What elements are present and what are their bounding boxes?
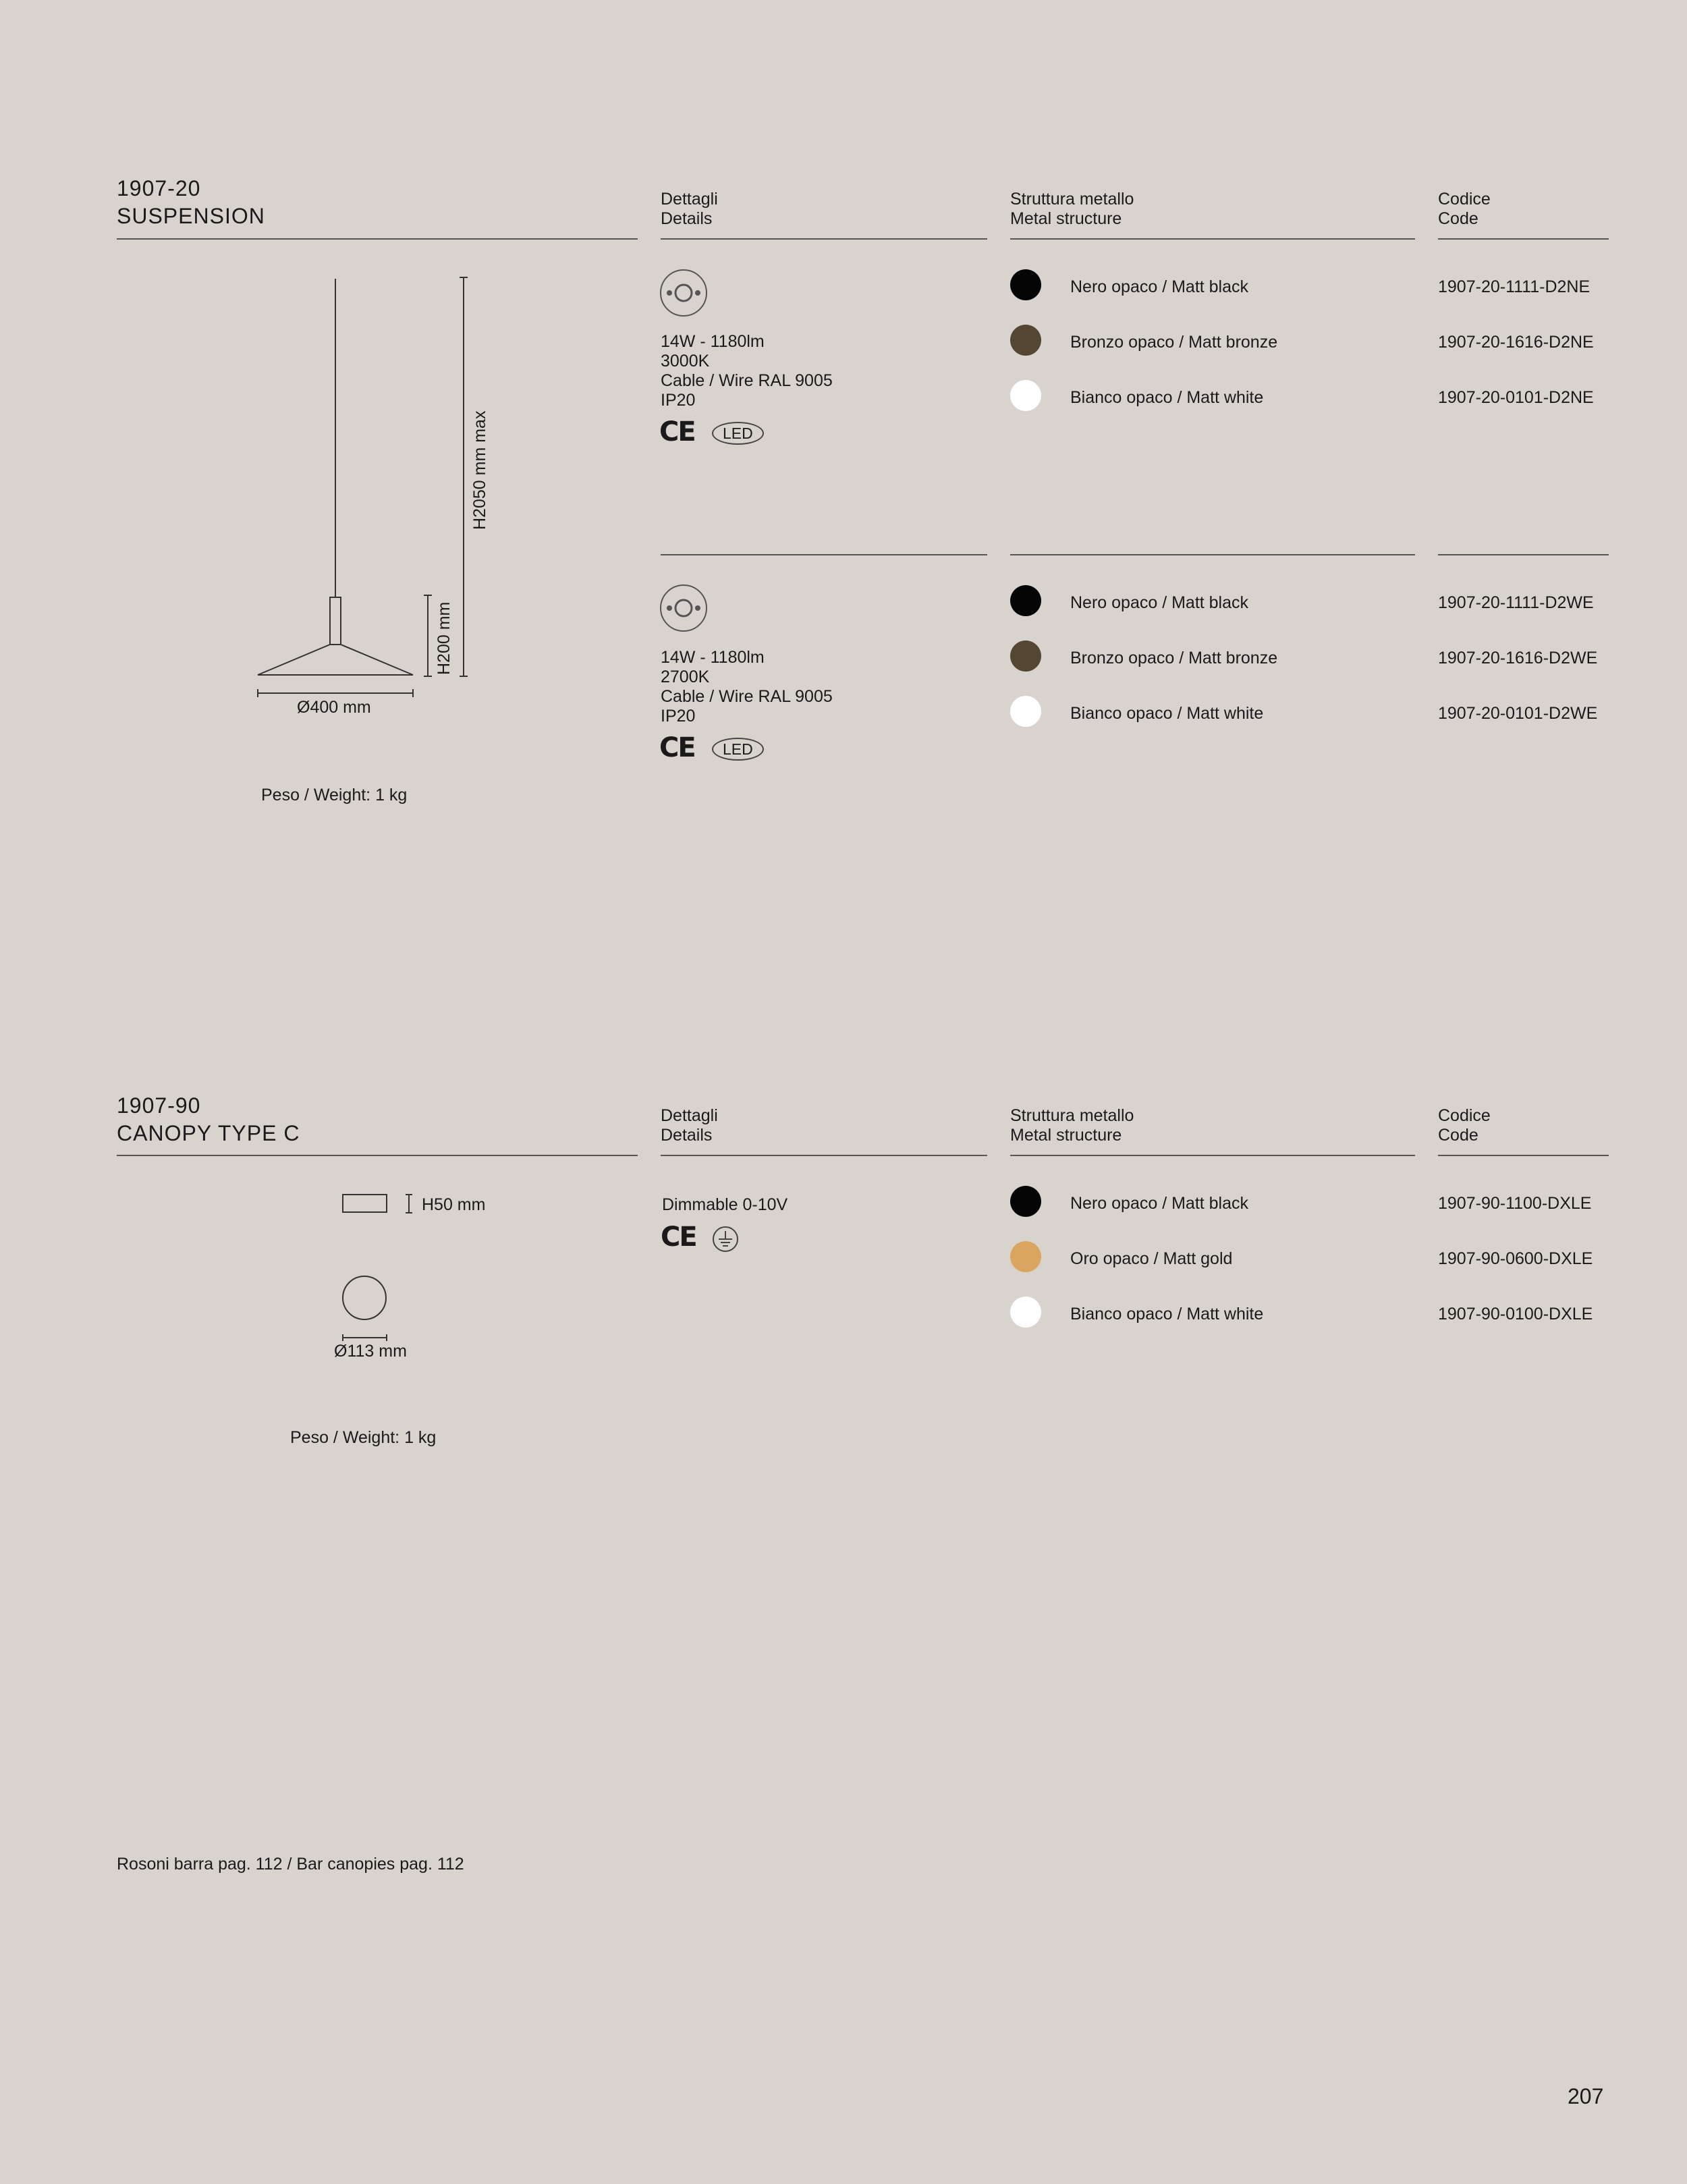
- code-header-it: Codice: [1438, 1106, 1491, 1125]
- product-code-value: 1907-90-1100-DXLE: [1438, 1194, 1592, 1213]
- structure-header-en: Metal structure: [1010, 1126, 1122, 1145]
- diameter-label: Ø113 mm: [334, 1342, 407, 1361]
- structure-header-it: Struttura metallo: [1010, 1106, 1134, 1125]
- code-header-en: Code: [1438, 209, 1478, 228]
- details-header-en: Details: [661, 1126, 713, 1145]
- spec-temperature: 3000K: [661, 352, 710, 371]
- product-code-value: 1907-90-0600-DXLE: [1438, 1249, 1593, 1268]
- spec-power: 14W - 1180lm: [661, 648, 765, 667]
- finish-label: Oro opaco / Matt gold: [1070, 1249, 1233, 1268]
- finish-label: Nero opaco / Matt black: [1070, 593, 1249, 612]
- spec-ip: IP20: [661, 707, 696, 726]
- product-code-value: 1907-20-1111-D2WE: [1438, 593, 1594, 612]
- earth-ground-icon: [712, 1226, 740, 1254]
- spec-cable: Cable / Wire RAL 9005: [661, 371, 833, 390]
- weight-label: Peso / Weight: 1 kg: [261, 786, 408, 804]
- page-number: 207: [1568, 2084, 1604, 2108]
- details-header-it: Dettagli: [661, 190, 718, 209]
- finish-label: Bianco opaco / Matt white: [1070, 388, 1264, 407]
- ce-mark-icon: CE: [659, 732, 695, 763]
- led-badge-icon: LED: [712, 422, 764, 445]
- height-shade-label: H200 mm: [435, 601, 453, 675]
- finish-label: Bianco opaco / Matt white: [1070, 704, 1264, 723]
- code-header-it: Codice: [1438, 190, 1491, 209]
- spec-ip: IP20: [661, 391, 696, 410]
- finish-label: Bronzo opaco / Matt bronze: [1070, 649, 1278, 667]
- finish-label: Nero opaco / Matt black: [1070, 1194, 1249, 1213]
- product-code-value: 1907-20-0101-D2NE: [1438, 388, 1594, 407]
- led-badge-icon: LED: [712, 738, 764, 761]
- swatch-matt-gold: [1010, 1241, 1041, 1272]
- spec-cable: Cable / Wire RAL 9005: [661, 687, 833, 706]
- finish-label: Bronzo opaco / Matt bronze: [1070, 333, 1278, 352]
- product-code: 1907-90: [117, 1093, 201, 1118]
- height-total-label: H2050 mm max: [470, 410, 489, 530]
- product-name: SUSPENSION: [117, 204, 265, 228]
- details-header-it: Dettagli: [661, 1106, 718, 1125]
- structure-header-en: Metal structure: [1010, 209, 1122, 228]
- product-code-value: 1907-20-1111-D2NE: [1438, 277, 1591, 296]
- spec-dimmable: Dimmable 0-10V: [662, 1195, 788, 1214]
- ce-mark-icon: CE: [659, 416, 695, 447]
- structure-header-it: Struttura metallo: [1010, 190, 1134, 209]
- code-header-en: Code: [1438, 1126, 1478, 1145]
- details-header-en: Details: [661, 209, 713, 228]
- swatch-matt-white: [1010, 1296, 1041, 1328]
- product-code-value: 1907-90-0100-DXLE: [1438, 1305, 1593, 1323]
- spec-power: 14W - 1180lm: [661, 332, 765, 351]
- product-code-value: 1907-20-1616-D2WE: [1438, 649, 1598, 667]
- spec-temperature: 2700K: [661, 667, 710, 686]
- product-name: CANOPY TYPE C: [117, 1121, 300, 1145]
- height-label: H50 mm: [422, 1195, 486, 1214]
- finish-label: Nero opaco / Matt black: [1070, 277, 1249, 296]
- diameter-label: Ø400 mm: [297, 698, 371, 717]
- product-code-value: 1907-20-0101-D2WE: [1438, 704, 1598, 723]
- product-code: 1907-20: [117, 176, 201, 200]
- ce-mark-icon: CE: [661, 1222, 696, 1253]
- weight-label: Peso / Weight: 1 kg: [290, 1428, 437, 1447]
- footer-note: Rosoni barra pag. 112 / Bar canopies pag. 112: [117, 1855, 464, 1874]
- product-code-value: 1907-20-1616-D2NE: [1438, 333, 1594, 352]
- swatch-matt-black: [1010, 1186, 1041, 1217]
- finish-label: Bianco opaco / Matt white: [1070, 1305, 1264, 1323]
